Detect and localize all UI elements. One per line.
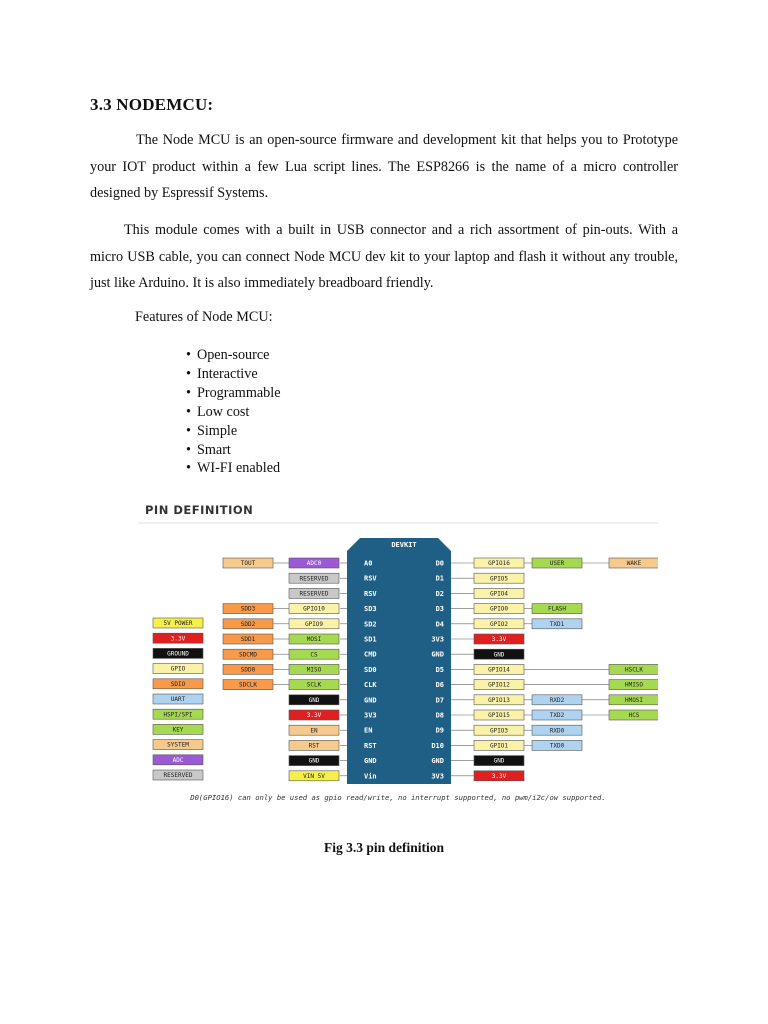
feature-item: • Simple bbox=[186, 422, 281, 441]
board-pin-left: GND bbox=[364, 696, 377, 705]
board-pin-left: GND bbox=[364, 757, 377, 766]
board-pin-right: 3V3 bbox=[431, 772, 444, 781]
feature-item: • Smart bbox=[186, 441, 281, 460]
right-pin-function-label: GPIO4 bbox=[489, 590, 509, 598]
left-pin-alt-label: SDD1 bbox=[240, 636, 256, 644]
feature-item: • Programmable bbox=[186, 384, 281, 403]
feature-item: • Low cost bbox=[186, 403, 281, 422]
legend-swatch-label: RESERVED bbox=[163, 772, 193, 780]
legend-swatch-label: ADC bbox=[172, 756, 184, 764]
right-pin-extra-label: FLASH bbox=[547, 605, 567, 613]
left-pin-function-label: GND bbox=[308, 757, 320, 765]
right-pin-extra-label: HMISO bbox=[624, 681, 644, 689]
paragraph-intro: The Node MCU is an open-source firmware and development kit that helps you to Prototype your IOT product within a few Lua script lines. The ESP8266 is the name of a micro controller designed by Espressif Systems. bbox=[90, 132, 678, 201]
left-pin-alt-label: TOUT bbox=[240, 560, 256, 568]
board-pin-left: SD2 bbox=[364, 620, 377, 629]
legend-swatch-label: KEY bbox=[172, 726, 184, 734]
legend-swatch-label: GROUND bbox=[167, 650, 189, 658]
feature-item: • Open-source bbox=[186, 346, 281, 365]
left-pin-function-label: 3.3V bbox=[306, 712, 322, 720]
features-intro: Features of Node MCU: bbox=[135, 309, 273, 325]
right-pin-function-label: GND bbox=[493, 651, 505, 659]
left-pin-function-label: GPIO10 bbox=[303, 605, 325, 613]
board-pin-right: D8 bbox=[435, 711, 444, 720]
right-pin-function-label: GPIO3 bbox=[489, 727, 509, 735]
left-pin-alt-label: SDD3 bbox=[240, 605, 256, 613]
board-pin-left: RST bbox=[364, 741, 377, 750]
left-pin-function-label: RESERVED bbox=[299, 590, 329, 598]
right-pin-function-label: GPIO16 bbox=[488, 560, 510, 568]
left-pin-alt-label: SDD2 bbox=[240, 620, 256, 628]
right-pin-function-label: GPIO2 bbox=[489, 620, 509, 628]
left-pin-function-label: GPIO9 bbox=[304, 620, 324, 628]
board-pin-left: RSV bbox=[364, 589, 377, 598]
legend-swatch-label: 5V POWER bbox=[163, 620, 193, 628]
right-pin-function-label: GPIO15 bbox=[488, 712, 510, 720]
board-pin-right: D7 bbox=[435, 696, 444, 705]
board-pin-right: GND bbox=[431, 757, 444, 766]
right-pin-extra-label: TXD2 bbox=[549, 712, 565, 720]
board-pin-right: D1 bbox=[435, 574, 444, 583]
left-pin-function-label: MISO bbox=[306, 666, 322, 674]
figure-title: PIN DEFINITION bbox=[145, 503, 254, 517]
right-pin-extra-label: WAKE bbox=[626, 560, 642, 568]
board-pin-right: D5 bbox=[435, 665, 444, 674]
legend-swatch-label: UART bbox=[170, 696, 186, 704]
board-pin-right: D4 bbox=[435, 620, 444, 629]
right-pin-extra-label: HSCLK bbox=[624, 666, 644, 674]
left-pin-alt-label: SDCLK bbox=[238, 681, 258, 689]
figure-note: D0(GPIO16) can only be used as gpio read/write, no interrupt supported, no pwm/i2c/ow supported. bbox=[190, 793, 606, 802]
right-pin-function-label: 3.3V bbox=[491, 772, 507, 780]
left-pin-alt-label: SDCMD bbox=[238, 651, 258, 659]
right-pin-extra-label: RXD2 bbox=[549, 696, 565, 704]
figure-caption: Fig 3.3 pin definition bbox=[323, 840, 445, 855]
board-pin-left: SD3 bbox=[364, 605, 377, 614]
right-pin-function-label: GPIO5 bbox=[489, 575, 509, 583]
board-pin-left: SD1 bbox=[364, 635, 377, 644]
right-pin-extra-label: USER bbox=[549, 560, 565, 568]
legend-swatch-label: HSPI/SPI bbox=[163, 711, 193, 719]
right-pin-extra-label: TXD1 bbox=[549, 620, 565, 628]
board-pin-left: 3V3 bbox=[364, 711, 377, 720]
right-pin-extra-label: TXD0 bbox=[549, 742, 565, 750]
board-pin-left: CLK bbox=[364, 681, 377, 690]
pin-diagram bbox=[138, 497, 658, 809]
right-pin-function-label: GPIO12 bbox=[488, 681, 510, 689]
right-pin-function-label: GPIO1 bbox=[489, 742, 509, 750]
left-pin-function-label: MOSI bbox=[306, 636, 322, 644]
section-heading: 3.3 NODEMCU: bbox=[90, 95, 214, 114]
legend-swatch-label: GPIO bbox=[170, 665, 186, 673]
paragraph-usb: This module comes with a built in USB connector and a rich assortment of pin-outs. With a micro USB cable, you can connect Node MCU dev kit to your laptop and flash it without any trouble, just like Arduino. It is also immediately breadboard friendly. bbox=[90, 222, 678, 291]
right-pin-extra-label: HCS bbox=[628, 712, 640, 720]
right-pin-function-label: GPIO14 bbox=[488, 666, 510, 674]
left-pin-function-label: SCLK bbox=[306, 681, 322, 689]
board-pin-right: D10 bbox=[431, 741, 444, 750]
left-pin-alt-label: SDD0 bbox=[240, 666, 256, 674]
left-pin-function-label: ADC0 bbox=[306, 560, 322, 568]
left-pin-function-label: EN bbox=[310, 727, 318, 735]
pin-definition-figure bbox=[138, 497, 658, 809]
board-pin-left: SD0 bbox=[364, 665, 377, 674]
board-pin-right: GND bbox=[431, 650, 444, 659]
board-label: DEVKIT bbox=[391, 541, 417, 549]
board-pin-left: RSV bbox=[364, 574, 377, 583]
board-pin-right: D6 bbox=[435, 681, 444, 690]
board-pin-right: D3 bbox=[435, 605, 444, 614]
board-pin-left: Vin bbox=[364, 772, 377, 781]
feature-item: • Interactive bbox=[186, 365, 281, 384]
board-pin-left: EN bbox=[364, 726, 373, 735]
legend-swatch-label: SDIO bbox=[170, 680, 186, 688]
board-pin-right: 3V3 bbox=[431, 635, 444, 644]
board-pin-left: A0 bbox=[364, 559, 373, 568]
feature-item: • WI-FI enabled bbox=[186, 459, 281, 478]
left-pin-function-label: GND bbox=[308, 696, 320, 704]
legend-swatch-label: 3.3V bbox=[170, 635, 186, 643]
right-pin-function-label: GPIO0 bbox=[489, 605, 509, 613]
board-pin-right: D9 bbox=[435, 726, 444, 735]
left-pin-function-label: RST bbox=[308, 742, 320, 750]
right-pin-function-label: 3.3V bbox=[491, 636, 507, 644]
legend-swatch-label: SYSTEM bbox=[167, 741, 189, 749]
board-pin-right: D0 bbox=[435, 559, 444, 568]
right-pin-extra-label: RXD0 bbox=[549, 727, 565, 735]
left-pin-function-label: CS bbox=[310, 651, 318, 659]
right-pin-function-label: GND bbox=[493, 757, 505, 765]
board-pin-left: CMD bbox=[364, 650, 377, 659]
left-pin-function-label: RESERVED bbox=[299, 575, 329, 583]
right-pin-extra-label: HMOSI bbox=[624, 696, 644, 704]
left-pin-function-label: VIN 5V bbox=[303, 772, 325, 780]
board-pin-right: D2 bbox=[435, 589, 444, 598]
right-pin-function-label: GPIO13 bbox=[488, 696, 510, 704]
features-list bbox=[186, 346, 281, 478]
